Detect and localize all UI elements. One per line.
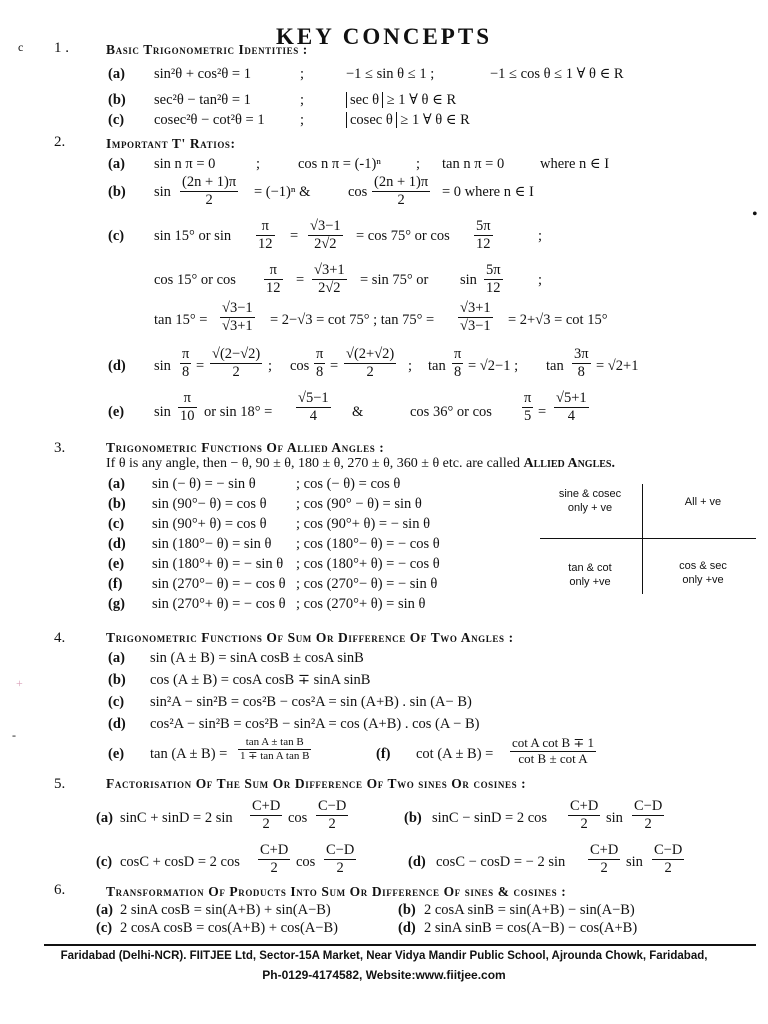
formula: tan	[546, 358, 564, 374]
item-label: (a)	[108, 476, 125, 492]
item-label: (b)	[398, 902, 416, 918]
fraction-numerator: π	[256, 218, 275, 236]
fraction-numerator: C−D	[326, 842, 355, 858]
section-heading: Basic Trigonometric Identities :	[106, 42, 308, 57]
fraction-denominator: √3−1	[460, 317, 491, 334]
separator: ;	[268, 358, 273, 374]
formula: cos	[348, 184, 368, 200]
formula: cos (A ± B) = cosA cosB ∓ sinA sinB	[150, 672, 371, 688]
fraction-numerator: tan A ± tan B	[238, 736, 311, 750]
formula: cos 15° or cos	[154, 272, 236, 288]
margin-mark: c	[18, 40, 24, 54]
section-number: 5.	[54, 776, 66, 792]
item-label: (b)	[108, 672, 126, 688]
fraction-numerator: 5π	[486, 262, 501, 278]
item-label: (e)	[108, 746, 125, 762]
item-label: (b)	[108, 92, 126, 108]
fraction-denominator: √3+1	[222, 317, 253, 334]
fraction-numerator: C+D	[252, 798, 281, 814]
formula: = 2−√3 = cot 75° ; tan 75° =	[270, 312, 435, 328]
quadrant-2-label: sine & cosec only + ve	[558, 488, 622, 514]
formula: =	[196, 358, 205, 374]
item-label: (c)	[96, 920, 113, 936]
quadrant-diagram	[540, 484, 756, 594]
formula: sin	[626, 854, 643, 870]
footer-contact: Ph-0129-4174582, Website:www.fiitjee.com	[262, 968, 506, 982]
formula: sin 15° or sin	[154, 228, 232, 244]
fraction-numerator: √5+1	[556, 390, 587, 406]
formula: cos 36° or cos	[410, 404, 492, 420]
fraction-denominator: 8	[577, 363, 585, 380]
fraction-numerator: C−D	[654, 842, 683, 858]
fraction-numerator: √3+1	[460, 300, 491, 316]
fraction-denominator: 4	[309, 407, 317, 424]
formula: tan 15° =	[154, 312, 208, 328]
fraction-denominator: 2	[262, 815, 270, 832]
item-label: (c)	[108, 694, 125, 710]
section-number: 2.	[54, 134, 66, 150]
fraction-denominator: 2	[644, 815, 652, 832]
formula: cosec θ	[346, 112, 397, 128]
formula: 2 cosA cosB = cos(A+B) + cos(A−B)	[120, 920, 338, 936]
quadrant-3-label: tan & cot only +ve	[568, 562, 612, 588]
formula: sin (270°+ θ) = − cos θ	[152, 596, 286, 612]
fraction-denominator: 2	[270, 859, 278, 876]
item-label: (d)	[108, 536, 126, 552]
fraction-numerator: C−D	[318, 798, 347, 814]
formula: = cos 75° or cos	[356, 228, 450, 244]
formula: sin (90°+ θ) = cos θ	[152, 516, 267, 532]
fraction-denominator: 2	[205, 191, 213, 208]
separator: ;	[300, 66, 305, 82]
item-label: (c)	[108, 516, 125, 532]
fraction-denominator: 2	[397, 191, 405, 208]
formula: ; cos (270°− θ) = − sin θ	[296, 576, 438, 592]
separator: ;	[538, 272, 543, 288]
formula: 2 cosA sinB = sin(A+B) − sin(A−B)	[424, 902, 635, 918]
formula: cosC + cosD = 2 cos	[120, 854, 240, 870]
fraction-numerator: (2n + 1)π	[374, 174, 429, 190]
separator: ;	[416, 156, 421, 172]
item-label: (b)	[108, 496, 126, 512]
formula: sin²θ + cos²θ = 1	[154, 66, 251, 82]
formula: ≥ 1 ∀ θ ∈ R	[386, 92, 457, 108]
formula: sin	[606, 810, 623, 826]
formula: ; cos (− θ) = cos θ	[296, 476, 401, 492]
fraction-denominator: 2√2	[314, 235, 337, 252]
formula: cos	[296, 854, 316, 870]
item-label: (f)	[108, 576, 123, 592]
formula: cosec²θ − cot²θ = 1	[154, 112, 265, 128]
fraction-denominator: 2√2	[318, 279, 341, 296]
item-label: (d)	[108, 358, 126, 374]
fraction-denominator: cot B ± cot A	[518, 750, 588, 766]
fraction-denominator: 12	[486, 279, 501, 296]
formula: sin n π = 0	[154, 156, 216, 172]
item-label: (g)	[108, 596, 125, 612]
item-label: (a)	[108, 650, 125, 666]
fraction-numerator: 5π	[476, 218, 491, 234]
margin-mark: •	[752, 206, 758, 223]
fraction-denominator: 2	[336, 859, 344, 876]
formula: sin (− θ) = − sin θ	[152, 476, 256, 492]
separator: ;	[408, 358, 413, 374]
item-label: (c)	[96, 854, 113, 870]
formula: cos	[290, 358, 310, 374]
footer-divider	[44, 944, 756, 946]
item-label: (c)	[108, 112, 125, 128]
item-label: (f)	[376, 746, 391, 762]
fraction-denominator: 8	[182, 363, 190, 380]
fraction-numerator: cot A cot B ∓ 1	[512, 735, 595, 750]
section-heading: Trigonometric Functions Of Allied Angles :	[106, 440, 385, 455]
allied-intro	[106, 456, 766, 472]
fraction-numerator: √3+1	[314, 262, 345, 278]
formula: = 2+√3 = cot 15°	[508, 312, 608, 328]
fraction-numerator: √(2−√2)	[212, 346, 261, 362]
formula: &	[352, 404, 364, 420]
section-number: 3.	[54, 440, 66, 456]
formula: sin	[154, 404, 171, 420]
fraction-numerator: √3−1	[310, 218, 341, 234]
section-heading: Important T' Ratios:	[106, 136, 236, 151]
formula: or sin 18° =	[204, 404, 273, 420]
formula: cosC − cosD = − 2 sin	[436, 854, 566, 870]
fraction-denominator: 2	[328, 815, 336, 832]
formula: cot (A ± B) =	[416, 746, 494, 762]
formula: ; cos (180°+ θ) = − cos θ	[296, 556, 440, 572]
quadrant-axis-horizontal	[540, 538, 756, 539]
item-label: (c)	[108, 228, 125, 244]
fraction-denominator: 8	[316, 363, 324, 380]
fraction-numerator: π	[182, 346, 190, 362]
formula: sec θ	[346, 92, 383, 108]
formula: cos	[288, 810, 308, 826]
item-label: (d)	[108, 716, 126, 732]
separator: ;	[300, 92, 305, 108]
formula: sec²θ − tan²θ = 1	[154, 92, 251, 108]
formula: = √2−1 ;	[468, 358, 519, 374]
separator: ;	[538, 228, 543, 244]
fraction-denominator: 10	[180, 407, 195, 424]
fraction-numerator: C+D	[570, 798, 599, 814]
item-label: (e)	[108, 556, 125, 572]
section-number: 1 .	[54, 40, 69, 56]
formula: sin²A − sin²B = cos²B − cos²A = sin (A+B) . sin (A− B)	[150, 694, 472, 710]
fraction-numerator: √5−1	[298, 390, 329, 406]
fraction-denominator: 2	[664, 859, 672, 876]
item-label: (a)	[108, 156, 125, 172]
formula: cos n π = (-1)ⁿ	[298, 156, 381, 172]
fraction-numerator: π	[524, 390, 532, 406]
formula: = (−1)ⁿ &	[254, 184, 311, 200]
margin-mark: -	[12, 728, 16, 742]
formula: ≥ 1 ∀ θ ∈ R	[400, 112, 470, 128]
formula: sin (90°− θ) = cos θ	[152, 496, 267, 512]
item-label: (a)	[96, 810, 113, 826]
item-label: (b)	[404, 810, 422, 826]
formula: =	[538, 404, 547, 420]
formula: cos²A − sin²B = cos²B − sin²A = cos (A+B) . cos (A − B)	[150, 716, 480, 732]
quadrant-4-label: cos & sec only +ve	[679, 560, 727, 586]
fraction-denominator: 12	[266, 279, 281, 296]
fraction-denominator: 12	[476, 235, 491, 252]
section-number: 4.	[54, 630, 66, 646]
formula: = 0 where n ∈ I	[442, 184, 534, 200]
formula: sin (180°+ θ) = − sin θ	[152, 556, 284, 572]
quadrant-axis-vertical	[642, 484, 643, 594]
formula: = sin 75° or	[360, 272, 429, 288]
fraction-denominator: 2	[580, 815, 588, 832]
formula: sin (180°− θ) = sin θ	[152, 536, 272, 552]
fraction-numerator: √3−1	[222, 300, 253, 316]
fraction-denominator: 2	[600, 859, 608, 876]
section-heading: Transformation Of Products Into Sum Or Difference Of sines & cosines :	[106, 884, 567, 899]
formula: sin (270°− θ) = − cos θ	[152, 576, 286, 592]
fraction-numerator: π	[316, 346, 324, 362]
item-label: (d)	[398, 920, 416, 936]
formula: ; cos (90°+ θ) = − sin θ	[296, 516, 431, 532]
fraction-numerator: 3π	[574, 346, 589, 362]
fraction-numerator: C+D	[590, 842, 619, 858]
fraction-denominator: 12	[258, 235, 273, 252]
formula: ; cos (90° − θ) = sin θ	[296, 496, 422, 512]
formula: =	[296, 272, 305, 288]
intro-text: If θ is any angle, then − θ, 90 ± θ, 180 ± θ, 270 ± θ, 360 ± θ etc. are called	[106, 456, 520, 471]
fraction-numerator: C−D	[634, 798, 663, 814]
item-label: (e)	[108, 404, 125, 420]
formula: −1 ≤ cos θ ≤ 1 ∀ θ ∈ R	[490, 66, 624, 82]
formula: = √2+1	[596, 358, 639, 374]
fraction-numerator: √(2+√2)	[346, 346, 395, 362]
formula: sinC + sinD = 2 sin	[120, 810, 233, 826]
fraction-numerator: π	[454, 346, 462, 362]
fraction-numerator: (2n + 1)π	[182, 174, 237, 190]
fraction-numerator: C+D	[260, 842, 289, 858]
section-heading: Factorisation Of The Sum Or Difference Of Two sines Or cosines :	[106, 776, 527, 791]
formula: 2 sinA sinB = cos(A−B) − cos(A+B)	[424, 920, 638, 936]
fraction-denominator: 2	[232, 363, 240, 380]
margin-mark: +	[16, 676, 23, 690]
fraction-denominator: 5	[524, 407, 532, 424]
fraction-denominator: 4	[567, 407, 575, 424]
formula: ; cos (270°+ θ) = sin θ	[296, 596, 426, 612]
item-label: (a)	[96, 902, 113, 918]
section-heading: Trigonometric Functions Of Sum Or Difference Of Two Angles :	[106, 630, 514, 645]
formula: 2 sinA cosB = sin(A+B) + sin(A−B)	[120, 902, 331, 918]
formula: =	[330, 358, 339, 374]
formula: sinC − sinD = 2 cos	[432, 810, 548, 826]
formula: =	[290, 228, 299, 244]
fraction-numerator: π	[178, 390, 197, 408]
formula: sin	[460, 272, 477, 288]
separator: ;	[300, 112, 305, 128]
item-label: (d)	[408, 854, 426, 870]
separator: ;	[256, 156, 261, 172]
page-title: KEY CONCEPTS	[276, 24, 492, 49]
item-label: (b)	[108, 184, 126, 200]
intro-term: Allied Angles.	[523, 456, 615, 471]
formula: where n ∈ I	[540, 156, 610, 172]
formula: tan (A ± B) =	[150, 746, 228, 762]
fraction-denominator: 8	[454, 363, 462, 380]
fraction-numerator: π	[264, 262, 283, 280]
item-label: (a)	[108, 66, 125, 82]
quadrant-1-label: All + ve	[684, 496, 722, 508]
formula: ; cos (180°− θ) = − cos θ	[296, 536, 440, 552]
footer-address: Faridabad (Delhi-NCR). FIITJEE Ltd, Sector-15A Market, Near Vidya Mandir Public School, Ajrounda Chowk, Faridabad,	[60, 950, 708, 962]
formula: sin	[154, 358, 171, 374]
section-number: 6.	[54, 882, 66, 898]
formula: −1 ≤ sin θ ≤ 1 ;	[346, 66, 435, 82]
formula: sin	[154, 184, 171, 200]
formula: tan	[428, 358, 446, 374]
fraction-denominator: 2	[366, 363, 374, 380]
formula: tan n π = 0	[442, 156, 505, 172]
formula: sin (A ± B) = sinA cosB ± cosA sinB	[150, 650, 364, 666]
fraction-denominator: 1 ∓ tan A tan B	[240, 749, 310, 762]
